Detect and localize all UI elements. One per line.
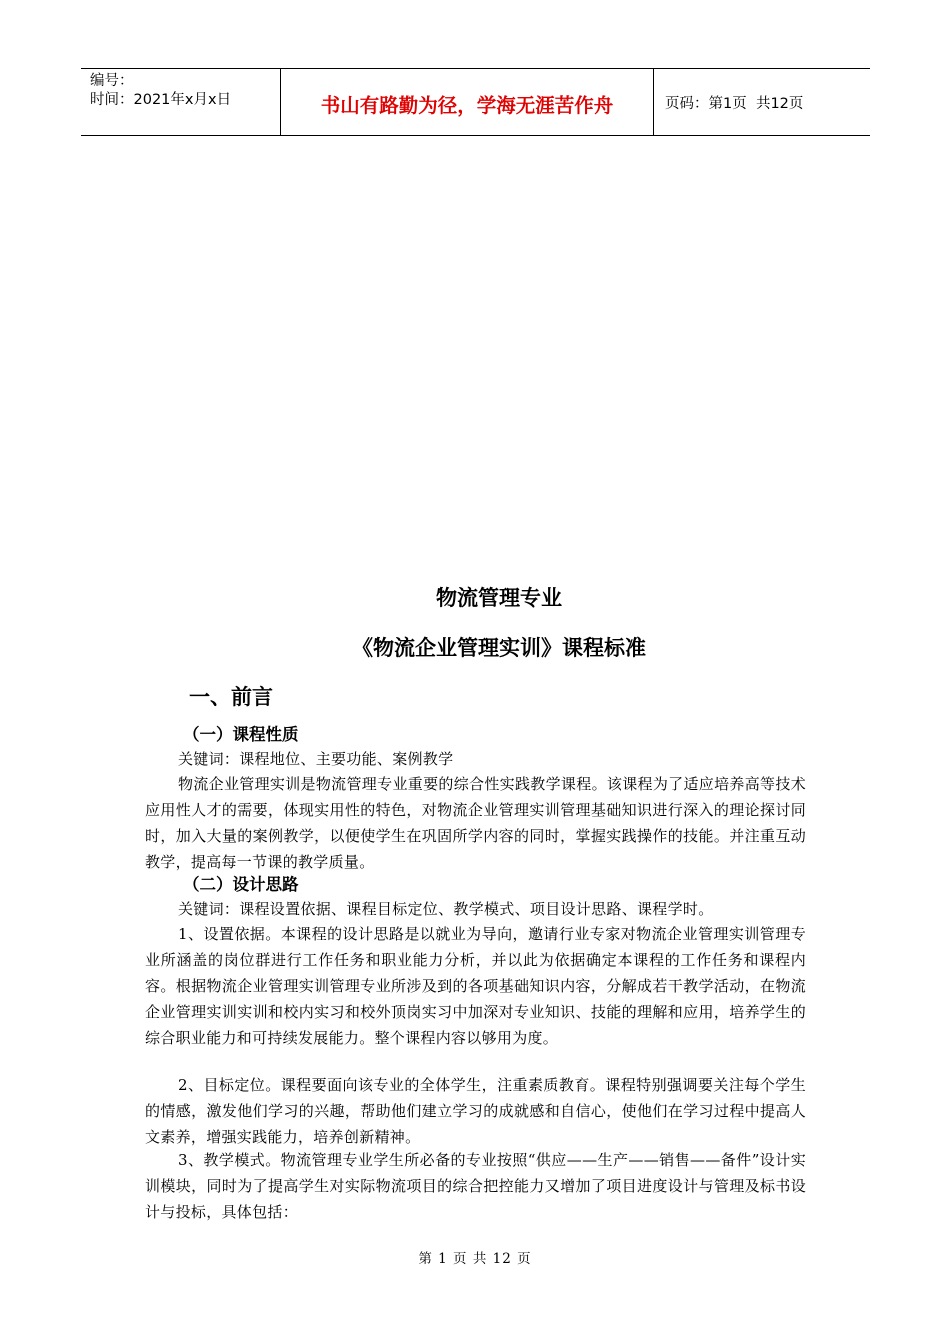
document-header-table — [81, 68, 870, 136]
header-page-cell — [654, 69, 870, 135]
subsection-heading-course-nature: （一）课程性质 — [183, 725, 299, 744]
document-major-title: 物流管理专业 — [436, 586, 562, 610]
header-time-label: 时间：2021年x月x日 — [90, 92, 232, 108]
paragraph-design-basis: 1、设置依据。本课程的设计思路是以就业为导向，邀请行业专家对物流企业管理实训管理专业所涵盖的岗位群进行工作任务和职业能力分析，并以此为依据确定本课程的工作任务和课程内容。根据物流企业管理实训管理专业所涉及到的各项基础知识内容，分解成若干教学活动，在物流企业管理实训实训和校内实习和校外顶岗实习中加深对专业知识、技能的理解和应用，培养学生的综合职业能力和可持续发展能力。整个课程内容以够用为度。 — [145, 925, 806, 1047]
header-page-info: 页码：第1页 共12页 — [665, 96, 804, 112]
paragraph-teaching-mode: 3、教学模式。物流管理专业学生所必备的专业按照“供应——生产——销售——备件”设计实训模块，同时为了提高学生对实际物流项目的综合把控能力又增加了项目进度设计与管理及标书设计与投标，具体包括： — [145, 1151, 806, 1221]
paragraph-target-positioning: 2、目标定位。课程要面向该专业的全体学生，注重素质教育。课程特别强调要关注每个学生的情感，激发他们学习的兴趣，帮助他们建立学习的成就感和自信心，使他们在学习过程中提高人文素养，增强实践能力，培养创新精神。 — [145, 1076, 806, 1146]
page-footer: 第 1 页 共 12 页 — [418, 1251, 532, 1267]
header-motto-cell — [281, 69, 654, 135]
document-course-title: 《物流企业管理实训》课程标准 — [352, 636, 646, 660]
paragraph-course-nature: 物流企业管理实训是物流管理专业重要的综合性实践教学课程。该课程为了适应培养高等技术应用性人才的需要，体现实用性的特色，对物流企业管理实训管理基础知识进行深入的理论探讨同时，加入大量的案例教学，以便使学生在巩固所学内容的同时，掌握实践操作的技能。并注重互动教学，提高每一节课的教学质量。 — [145, 775, 806, 871]
keywords-design: 关键词：课程设置依据、课程目标定位、教学模式、项目设计思路、课程学时。 — [178, 900, 714, 918]
header-number-label: 编号： — [90, 73, 134, 89]
subsection-heading-design: （二）设计思路 — [183, 875, 299, 894]
header-motto: 书山有路勤为径，学海无涯苦作舟 — [320, 93, 614, 117]
header-meta-cell — [81, 69, 281, 135]
keywords-course-nature: 关键词：课程地位、主要功能、案例教学 — [178, 750, 454, 768]
section-heading-preface: 一、前言 — [189, 685, 273, 709]
